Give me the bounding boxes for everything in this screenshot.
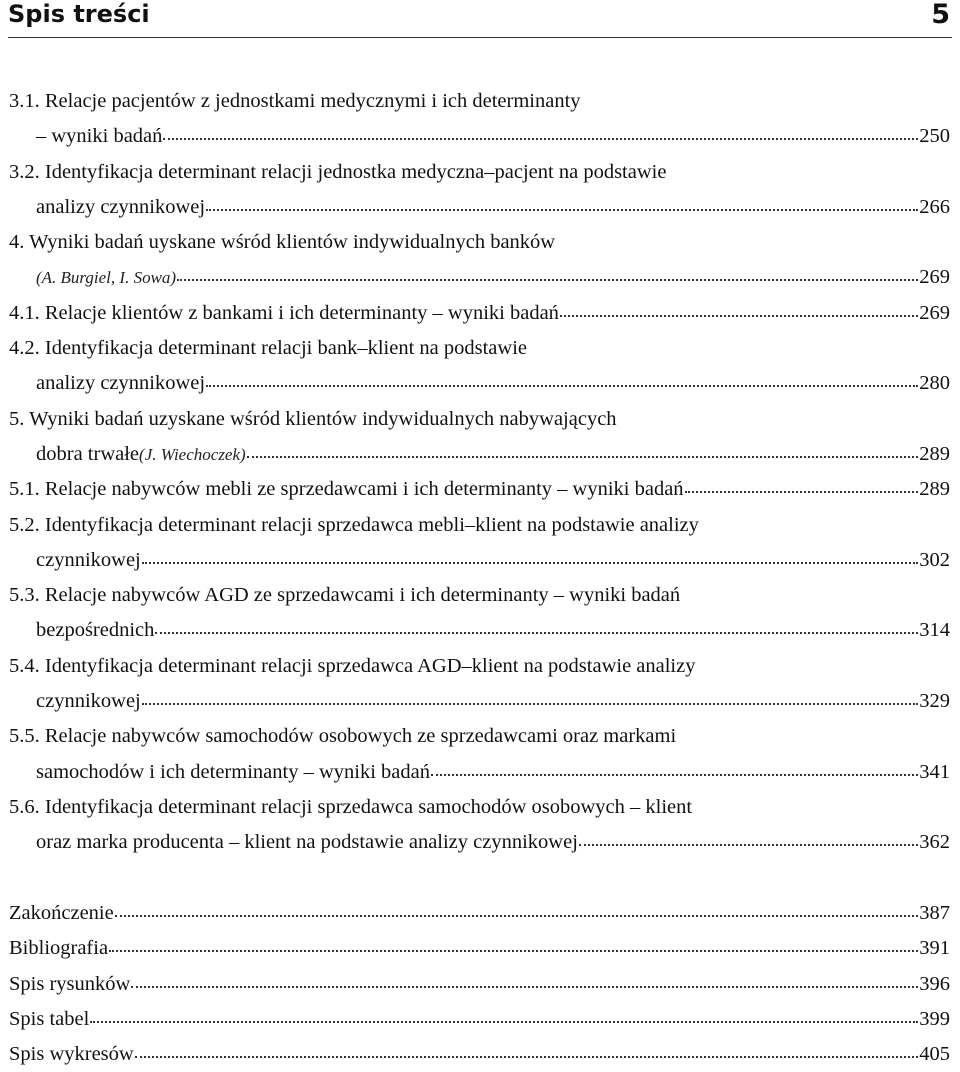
leader-dots bbox=[247, 445, 919, 458]
toc-entry-title: 5.5. Relacje nabywców samochodów osobowych ze sprzedawcami oraz markami bbox=[9, 725, 677, 748]
toc-page-number: 387 bbox=[919, 902, 950, 924]
toc-page-number: 280 bbox=[919, 372, 950, 395]
toc-entry-authors: (J. Wiechoczek) bbox=[139, 444, 246, 464]
toc-page-number: 362 bbox=[919, 831, 950, 854]
toc-entry-line bbox=[9, 1037, 950, 1072]
toc-entry-title: oraz marka producenta – klient na podstawie analizy czynnikowej bbox=[36, 831, 578, 854]
toc-entry-title: 3.2. Identyfikacja determinant relacji jednostka medyczna–pacjent na podstawie bbox=[9, 160, 667, 183]
toc-entry-title: 5.3. Relacje nabywców AGD ze sprzedawcami i ich determinanty – wyniki badań bbox=[9, 584, 681, 607]
leader-dots bbox=[142, 551, 919, 564]
toc-page-number: 314 bbox=[919, 619, 950, 642]
leader-dots bbox=[90, 1010, 918, 1023]
toc-entry-line bbox=[9, 402, 950, 437]
toc-entry-title: 3.1. Relacje pacjentów z jednostkami medycznymi i ich determinanty bbox=[9, 90, 581, 112]
leader-dots bbox=[131, 974, 918, 987]
toc-entry-title: 5. Wyniki badań uzyskane wśród klientów indywidualnych nabywających bbox=[9, 407, 617, 430]
toc-page-number: 405 bbox=[919, 1043, 950, 1066]
toc-entry-line bbox=[9, 790, 950, 825]
toc-entry-title: 5.2. Identyfikacja determinant relacji sprzedawca mebli–klient na podstawie analizy bbox=[9, 513, 699, 536]
toc-page-number: 329 bbox=[919, 690, 950, 713]
toc-entry-title: bezpośrednich bbox=[36, 619, 155, 642]
toc-entry-line bbox=[9, 331, 950, 366]
toc-entry-title: Bibliografia bbox=[9, 937, 109, 960]
toc-entry-authors: (A. Burgiel, I. Sowa) bbox=[36, 268, 177, 288]
toc-entry-title: 5.4. Identyfikacja determinant relacji sprzedawca AGD–klient na podstawie analizy bbox=[9, 654, 696, 677]
toc-entry-title: – wyniki badań bbox=[36, 125, 163, 148]
toc-entry-line bbox=[9, 119, 950, 154]
toc-entry-title: analizy czynnikowej bbox=[36, 195, 206, 218]
page-title: Spis treści bbox=[8, 0, 150, 28]
toc-page-number: 250 bbox=[919, 125, 950, 148]
toc-back-matter bbox=[9, 896, 950, 1072]
toc-entry-title: 4.2. Identyfikacja determinant relacji bank–klient na podstawie bbox=[9, 337, 528, 360]
toc-entry-line bbox=[9, 155, 950, 190]
toc-entry-title: Spis wykresów bbox=[9, 1043, 134, 1066]
toc-entry-title: dobra trwałe bbox=[36, 442, 140, 465]
toc-page-number: 302 bbox=[919, 548, 950, 571]
toc-entry-line bbox=[9, 578, 950, 613]
toc-entry-line bbox=[9, 190, 950, 225]
toc-entry-line bbox=[9, 967, 950, 1002]
toc-page-number: 289 bbox=[919, 478, 950, 501]
toc-entry-line bbox=[9, 296, 950, 331]
toc-entry-title: czynnikowej bbox=[36, 690, 141, 713]
toc-page-number: 289 bbox=[919, 442, 950, 465]
toc-entry-line bbox=[9, 437, 950, 472]
toc-entry-line bbox=[9, 260, 950, 295]
toc-entry-title: 5.6. Identyfikacja determinant relacji sprzedawca samochodów osobowych – klient bbox=[9, 795, 693, 818]
toc-entry-line bbox=[9, 613, 950, 648]
toc-entry-line bbox=[9, 84, 950, 119]
toc-entry-line bbox=[9, 508, 950, 543]
toc-entry-line bbox=[9, 1002, 950, 1037]
toc-entry-line bbox=[9, 825, 950, 860]
page-number: 5 bbox=[931, 0, 950, 30]
toc-entry-line bbox=[9, 225, 950, 260]
toc-entry-title: 4. Wyniki badań uyskane wśród klientów indywidualnych banków bbox=[9, 231, 556, 254]
toc-entry-line bbox=[9, 684, 950, 719]
toc-entry-line bbox=[9, 896, 950, 931]
leader-dots bbox=[155, 621, 918, 634]
leader-dots bbox=[685, 480, 919, 493]
leader-dots bbox=[163, 127, 918, 140]
leader-dots bbox=[431, 762, 918, 775]
toc-entry-title: Zakończenie bbox=[9, 902, 114, 924]
toc-entry-line bbox=[9, 543, 950, 578]
toc-page-number: 266 bbox=[919, 195, 950, 218]
toc-entry-title: 5.1. Relacje nabywców mebli ze sprzedawcami i ich determinanty – wyniki badań bbox=[9, 478, 684, 501]
toc-entry-title: Spis rysunków bbox=[9, 972, 131, 995]
toc-entry-line bbox=[9, 755, 950, 790]
toc-entry-title: 4.1. Relacje klientów z bankami i ich determinanty – wyniki badań bbox=[9, 301, 559, 324]
toc-page-number: 269 bbox=[919, 266, 950, 289]
toc-entry-line bbox=[9, 649, 950, 684]
toc-page-number: 399 bbox=[919, 1007, 950, 1030]
toc-list bbox=[9, 84, 950, 861]
toc-page-number: 391 bbox=[919, 937, 950, 960]
toc-entry-title: analizy czynnikowej bbox=[36, 372, 206, 395]
leader-dots bbox=[560, 304, 918, 317]
toc-entry-title: czynnikowej bbox=[36, 548, 141, 571]
toc-entry-line bbox=[9, 366, 950, 401]
toc-entry-line bbox=[9, 719, 950, 754]
page-header bbox=[8, 0, 952, 38]
leader-dots bbox=[579, 833, 918, 846]
toc-page-number: 396 bbox=[919, 972, 950, 995]
toc-entry-title: Spis tabel bbox=[9, 1007, 90, 1030]
leader-dots bbox=[177, 268, 918, 281]
leader-dots bbox=[206, 374, 918, 387]
toc-entry-line bbox=[9, 472, 950, 507]
leader-dots bbox=[206, 198, 918, 211]
leader-dots bbox=[109, 939, 918, 952]
toc-entry-title: samochodów i ich determinanty – wyniki badań bbox=[36, 760, 430, 783]
leader-dots bbox=[115, 904, 919, 917]
toc-entry-line bbox=[9, 931, 950, 966]
leader-dots bbox=[135, 1045, 919, 1058]
leader-dots bbox=[142, 692, 919, 705]
toc-page-number: 341 bbox=[919, 760, 950, 783]
toc-page-number: 269 bbox=[919, 301, 950, 324]
